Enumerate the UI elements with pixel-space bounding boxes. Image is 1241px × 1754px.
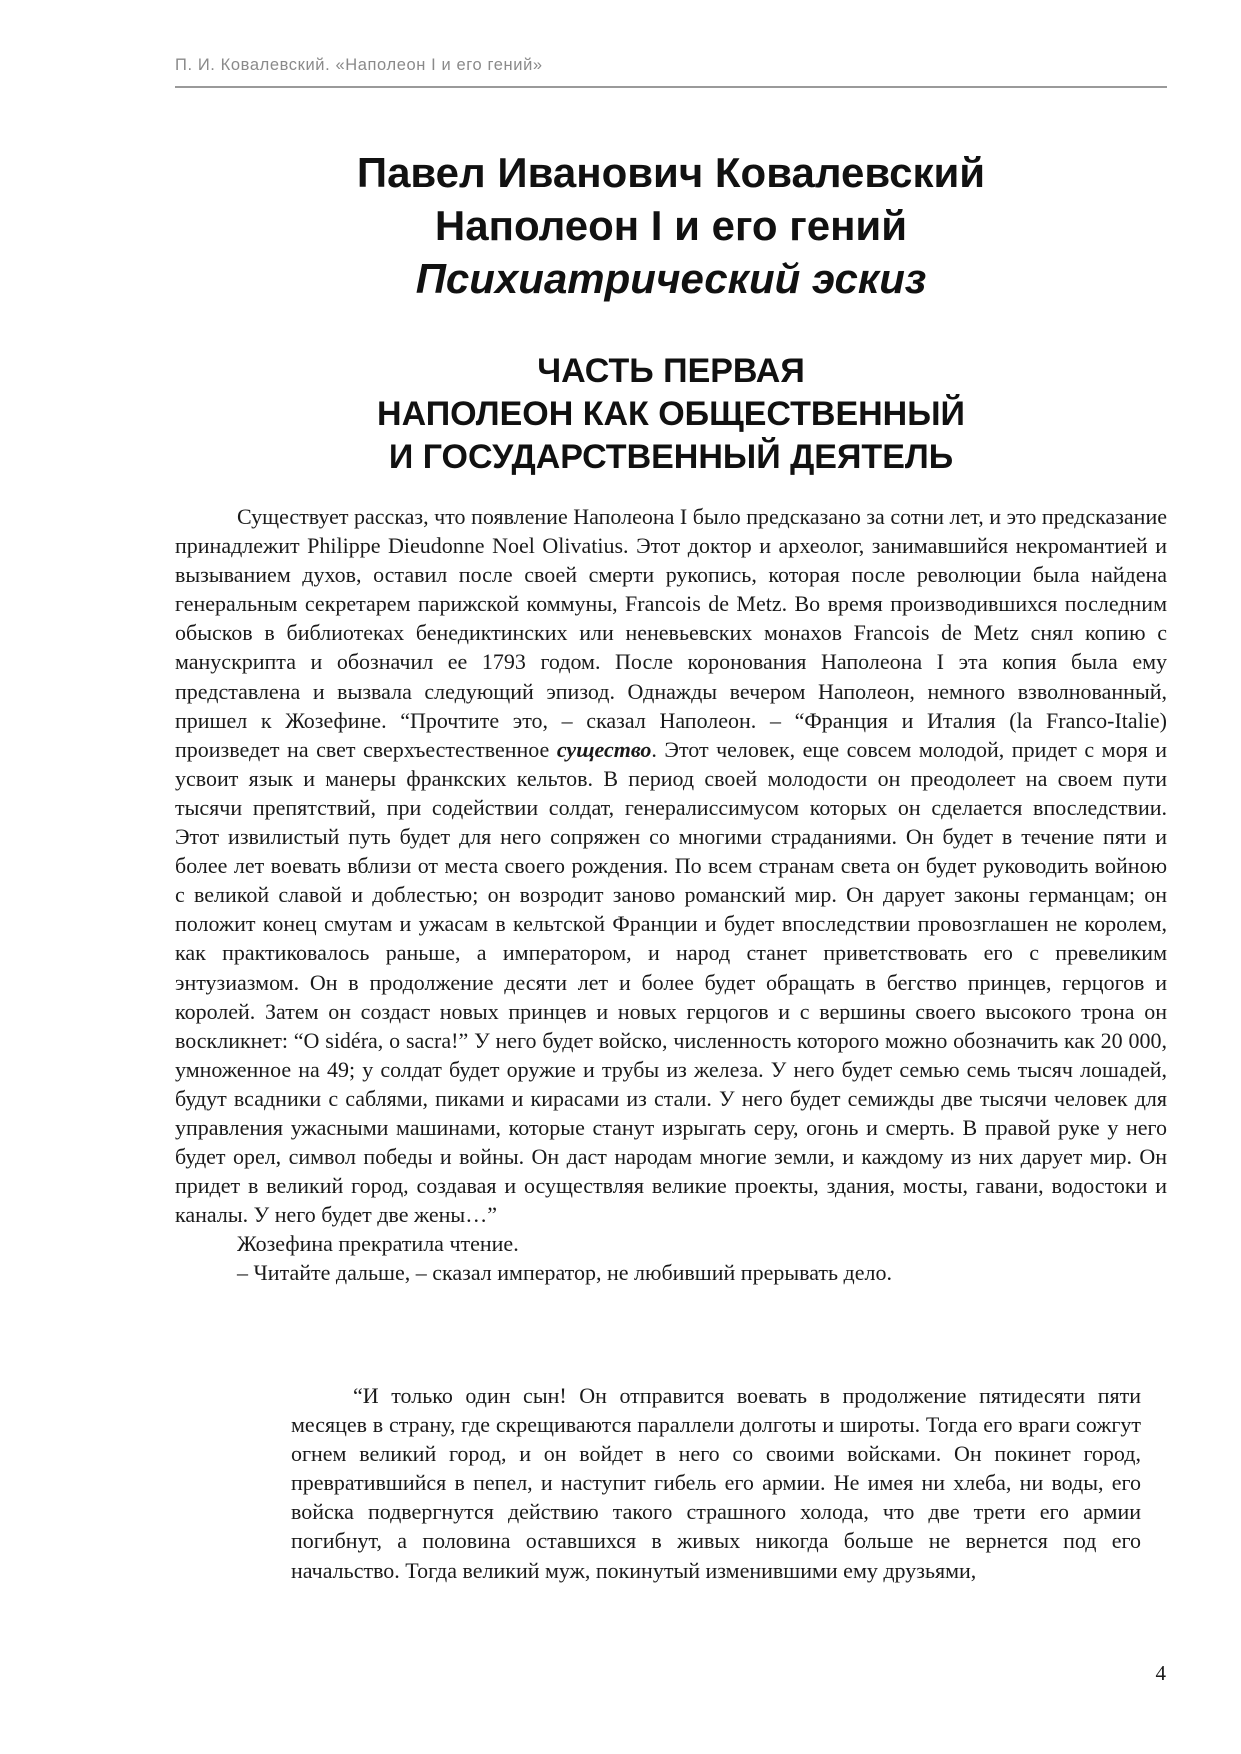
paragraph-2: Жозефина прекратила чтение. bbox=[237, 1231, 519, 1257]
paragraph-1-end: . Этот человек, еще совсем молодой, придет с моря и усвоит язык и манеры франкских кельтов. В период своей молодости он преодолеет на своем пути тысячи препятствий, при содействии солдат, генералиссимусом которых он сделается впоследствии. Этот извилистый путь будет для него сопряжен со многими страданиями. Он будет в течение пяти и более лет воевать вблизи от места своего рождения. По всем странам света он будет руководить войною с великой славой и доблестью; он возродит заново романский мир. Он дарует законы германцам; он положит конец смутам и ужасам в кельтской Франции и будет впоследствии провозглашен не королем, как практиковалось раньше, а императором, и народ станет приветствовать его с превеликим энтузиазмом. Он в продолжение десяти лет и более будет обращать в бегство принцев, герцогов и королей. Затем он создаст новых принцев и новых герцогов и с вершины своего высокого трона он воскликнет: “O sidéra, o sacra!” У него будет войско, численность которого можно обозначить как 20 000, умноженное на 49; у солдат будет оружие и трубы из железа. У него будет семью семь тысяч лошадей, будут всадники с саблями, пиками и кирасами из стали. У него будет семижды две тысячи человек для управления ужасными машинами, которые станут изрыгать серу, огонь и смерть. В правой руке у него будет орел, символ победы и войны. Он даст народам многие земли, и каждому из них дарует мир. Он придет в великий город, создавая и осуществляя великие проекты, здания, мосты, гавани, водостоки и каналы. У него будет две жены…” bbox=[175, 736, 1168, 1228]
body-text bbox=[175, 502, 1167, 1288]
emphasis-word: существо bbox=[556, 736, 652, 762]
paragraph-1-start: Существует рассказ, что появление Наполеона I было предсказано за сотни лет, и это предсказание принадлежит Philippe Dieudonne Noel Olivatius. Этот доктор и археолог, занимавшийся некромантией и вызыванием духов, оставил после своей смерти рукопись, которая после революции была найдена генеральным секретарем парижской коммуны, Francois de Metz. Во время производившихся последним обысков в библиотеках бенедиктинских или неневьевских монахов Francois de Metz снял копию с манускрипта и обозначил ее 1793 годом. После коронования Наполеона I эта копия была ему представлена и вызвала следующий эпизод. Однажды вечером Наполеон, немного взволнованный, пришел к Жозефине. “Прочтите это, – сказал Наполеон. – “Франция и Италия (la Franco-Italie) произведет на свет сверхъестественное bbox=[175, 504, 1168, 762]
part-heading-line2: НАПОЛЕОН КАК ОБЩЕСТВЕННЫЙ bbox=[377, 395, 965, 433]
book-title: Наполеон I и его гений bbox=[434, 202, 908, 249]
book-subtitle: Психиатрический эскиз bbox=[415, 255, 927, 302]
title-block bbox=[175, 146, 1167, 305]
running-header: П. И. Ковалевский. «Наполеон I и его гений» bbox=[175, 56, 543, 74]
paragraph-1 bbox=[175, 502, 1167, 1229]
part-heading-line3: И ГОСУДАРСТВЕННЫЙ ДЕЯТЕЛЬ bbox=[388, 438, 954, 476]
header-divider bbox=[175, 86, 1167, 88]
paragraph-3: – Читайте дальше, – сказал император, не любивший прерывать дело. bbox=[237, 1260, 892, 1286]
part-heading bbox=[175, 350, 1167, 479]
page-number: 4 bbox=[1155, 1661, 1166, 1685]
author-name: Павел Иванович Ковалевский bbox=[356, 149, 986, 196]
quote-paragraph: “И только один сын! Он отправится воевать в продолжение пятидесяти пяти месяцев в страну, где скрещиваются параллели долготы и широты. Тогда его враги сожгут огнем великий город, и он войдет в него со своими войсками. Он покинет город, превратившийся в пепел, и наступит гибель его армии. Не имея ни хлеба, ни воды, его войска подвергнутся действию такого страшного холода, что две трети его армии погибнут, а половина оставшихся в живых никогда больше не вернется под его начальство. Тогда великий муж, покинутый изменившими ему друзьями, bbox=[291, 1383, 1141, 1583]
block-quote bbox=[291, 1381, 1141, 1585]
part-heading-line1: ЧАСТЬ ПЕРВАЯ bbox=[537, 352, 805, 390]
